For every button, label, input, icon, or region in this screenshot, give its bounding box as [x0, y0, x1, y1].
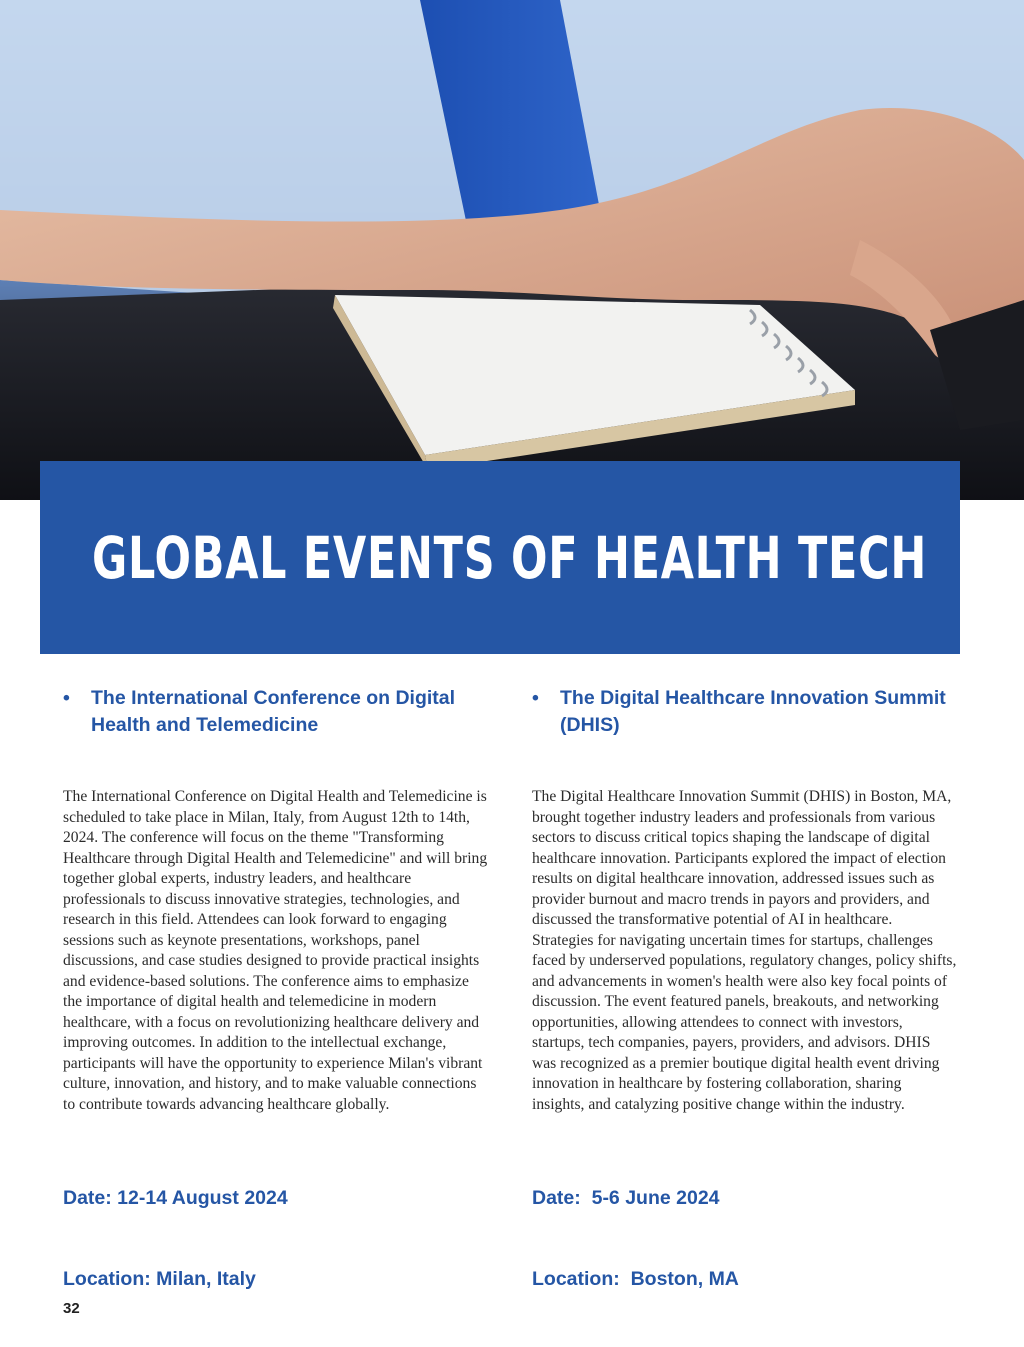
page-number: 32 [63, 1300, 80, 1317]
hero-photo [0, 0, 1024, 500]
bullet-icon: • [63, 687, 70, 709]
event-date: Date: 12-14 August 2024 [63, 1187, 288, 1209]
title-banner [40, 461, 960, 654]
event-heading [63, 685, 488, 739]
bullet-icon: • [532, 687, 539, 709]
event-meta [532, 1131, 957, 1347]
event-heading-text: The Digital Healthcare Innovation Summit (DHIS) [560, 687, 946, 736]
page-title: GLOBAL EVENTS OF HEALTH TECH [92, 524, 927, 592]
event-meta [63, 1131, 488, 1347]
event-heading-text: The International Conference on Digital Health and Telemedicine [91, 687, 456, 736]
event-heading [532, 685, 957, 739]
event-date: Date: 5-6 June 2024 [532, 1187, 720, 1209]
event-column-milan [63, 685, 488, 1347]
event-description: The Digital Healthcare Innovation Summit (DHIS) in Boston, MA, brought together industry leaders and professionals from various sectors to discuss critical topics shaping the landscape of digital healthcare innovation. Participants explored the impact of election results on digital healthcare innovation, addressed issues such as provider burnout and macro trends in payors and providers, and discussed the transformative potential of AI in healthcare. Strategies for navigating uncertain times for startups, challenges faced by underserved populations, regulatory changes, policy shifts, and advancements in women's health were also key focal points of discussion. The event featured panels, breakouts, and networking opportunities, allowing attendees to connect with investors, startups, tech companies, payers, providers, and advisors. DHIS was recognized as a premier boutique digital health event driving innovation in healthcare by fostering collaboration, sharing insights, and catalyzing positive change within the industry. [532, 788, 957, 1113]
event-description: The International Conference on Digital Health and Telemedicine is scheduled to take place in Milan, Italy, from August 12th to 14th, 2024. The conference will focus on the theme "Transforming Healthcare through Digital Health and Telemedicine" and will bring together global experts, industry leaders, and healthcare professionals to discuss innovative strategies, technologies, and research in this field. Attendees can look forward to engaging sessions such as keynote presentations, workshops, panel discussions, and case studies designed to provide practical insights and evidence-based solutions. The conference aims to emphasize the importance of digital health and telemedicine in modern healthcare, with a focus on revolutionizing healthcare delivery and improving outcomes. In addition to the intellectual exchange, participants will have the opportunity to experience Milan's vibrant culture, innovation, and history, and to make valuable connections to contribute towards advancing healthcare globally. [63, 788, 488, 1113]
event-location: Location: Boston, MA [532, 1268, 739, 1290]
event-column-boston [532, 685, 957, 1347]
event-location: Location: Milan, Italy [63, 1268, 256, 1290]
